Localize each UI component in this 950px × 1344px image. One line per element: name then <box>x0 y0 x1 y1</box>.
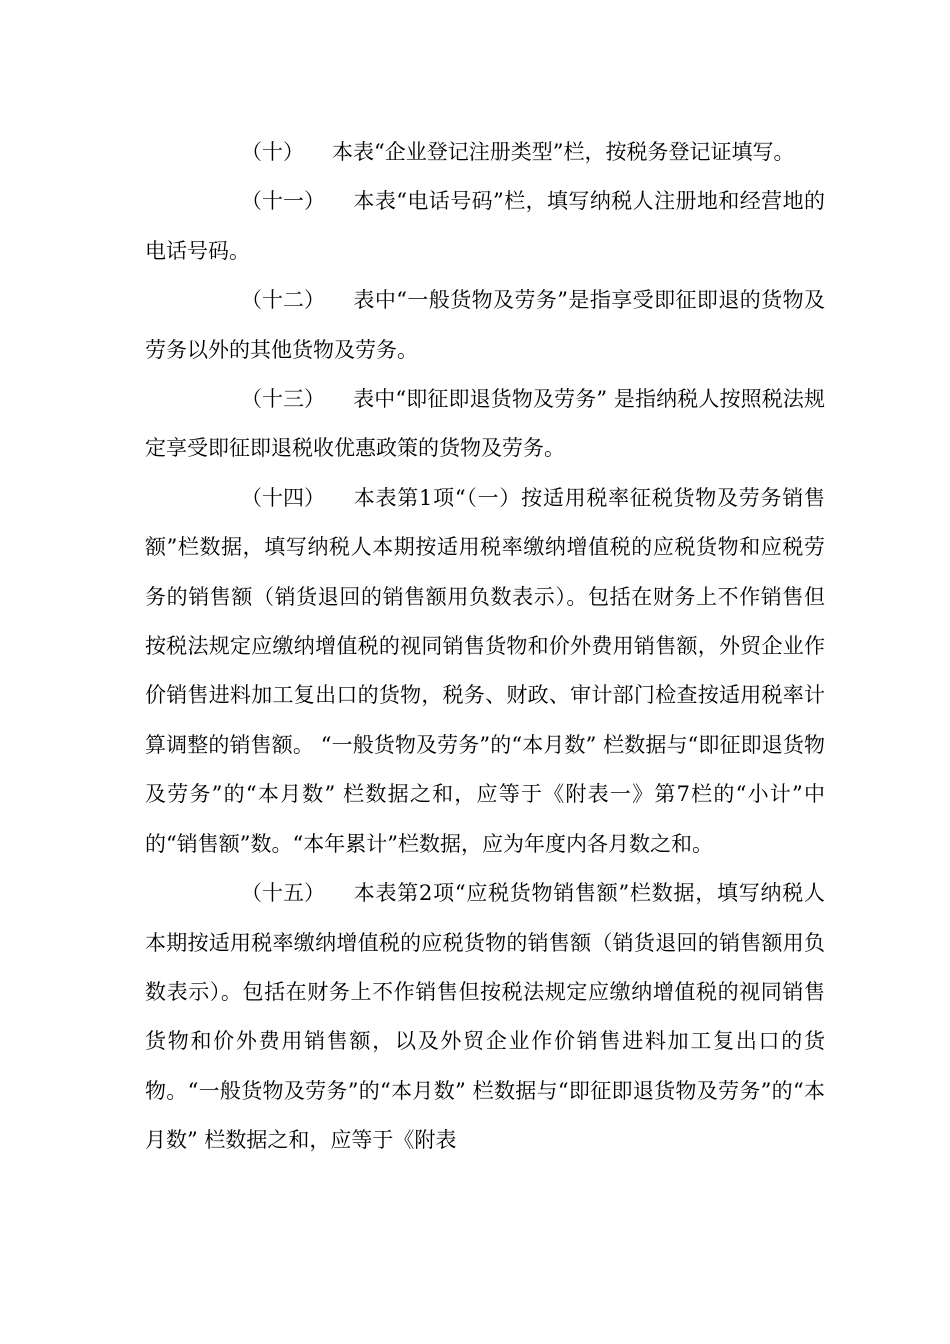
paragraph-text: 表中“即征即退货物及劳务” 是指纳税人按照税法规定享受即征即退税收优惠政策的货物及劳务。 <box>145 387 825 461</box>
paragraph-text: 表中“一般货物及劳务”是指享受即征即退的货物及劳务以外的其他货物及劳务。 <box>145 288 825 362</box>
paragraph-10 <box>145 128 825 177</box>
paragraph-text: 本表“电话号码”栏，填写纳税人注册地和经营地的电话号码。 <box>145 189 825 263</box>
paragraph-number: （十五） <box>241 881 325 906</box>
paragraph-number: （十二） <box>241 288 325 313</box>
paragraph-14 <box>145 474 825 869</box>
paragraph-number: （十） <box>241 140 304 164</box>
paragraph-12 <box>145 276 825 375</box>
paragraph-11 <box>145 177 825 276</box>
paragraph-text: 本表第2项“应税货物销售额”栏数据，填写纳税人本期按适用税率缴纳增值税的应税货物的销售额（销货退回的销售额用负数表示）。包括在财务上不作销售但按税法规定应缴纳增值税的视同销售货物和价外费用销售额，以及外贸企业作价销售进料加工复出口的货物。“一般货物及劳务”的“本月数” 栏数据与“即征即退货物及劳务”的“本月数” 栏数据之和，应等于《附表 <box>145 881 825 1153</box>
document-body <box>145 128 825 1166</box>
paragraph-number: （十一） <box>241 189 325 214</box>
paragraph-number: （十三） <box>241 387 325 412</box>
paragraph-13 <box>145 375 825 474</box>
paragraph-text: 本表第1项“（一）按适用税率征税货物及劳务销售额”栏数据，填写纳税人本期按适用税率缴纳增值税的应税货物和应税劳务的销售额（销货退回的销售额用负数表示）。包括在财务上不作销售但按税法规定应缴纳增值税的视同销售货物和价外费用销售额，外贸企业作价销售进料加工复出口的货物，税务、财政、审计部门检查按适用税率计算调整的销售额。 “一般货物及劳务”的“本月数” 栏数据与“即征即退货物及劳务”的“本月数” 栏数据之和，应等于《附表一》第7栏的“小计”中的“销售额”数。“本年累计”栏数据，应为年度内各月数之和。 <box>145 485 825 856</box>
paragraph-text: 本表“企业登记注册类型”栏，按税务登记证填写。 <box>332 140 795 164</box>
paragraph-number: （十四） <box>241 485 325 510</box>
paragraph-15 <box>145 869 825 1165</box>
